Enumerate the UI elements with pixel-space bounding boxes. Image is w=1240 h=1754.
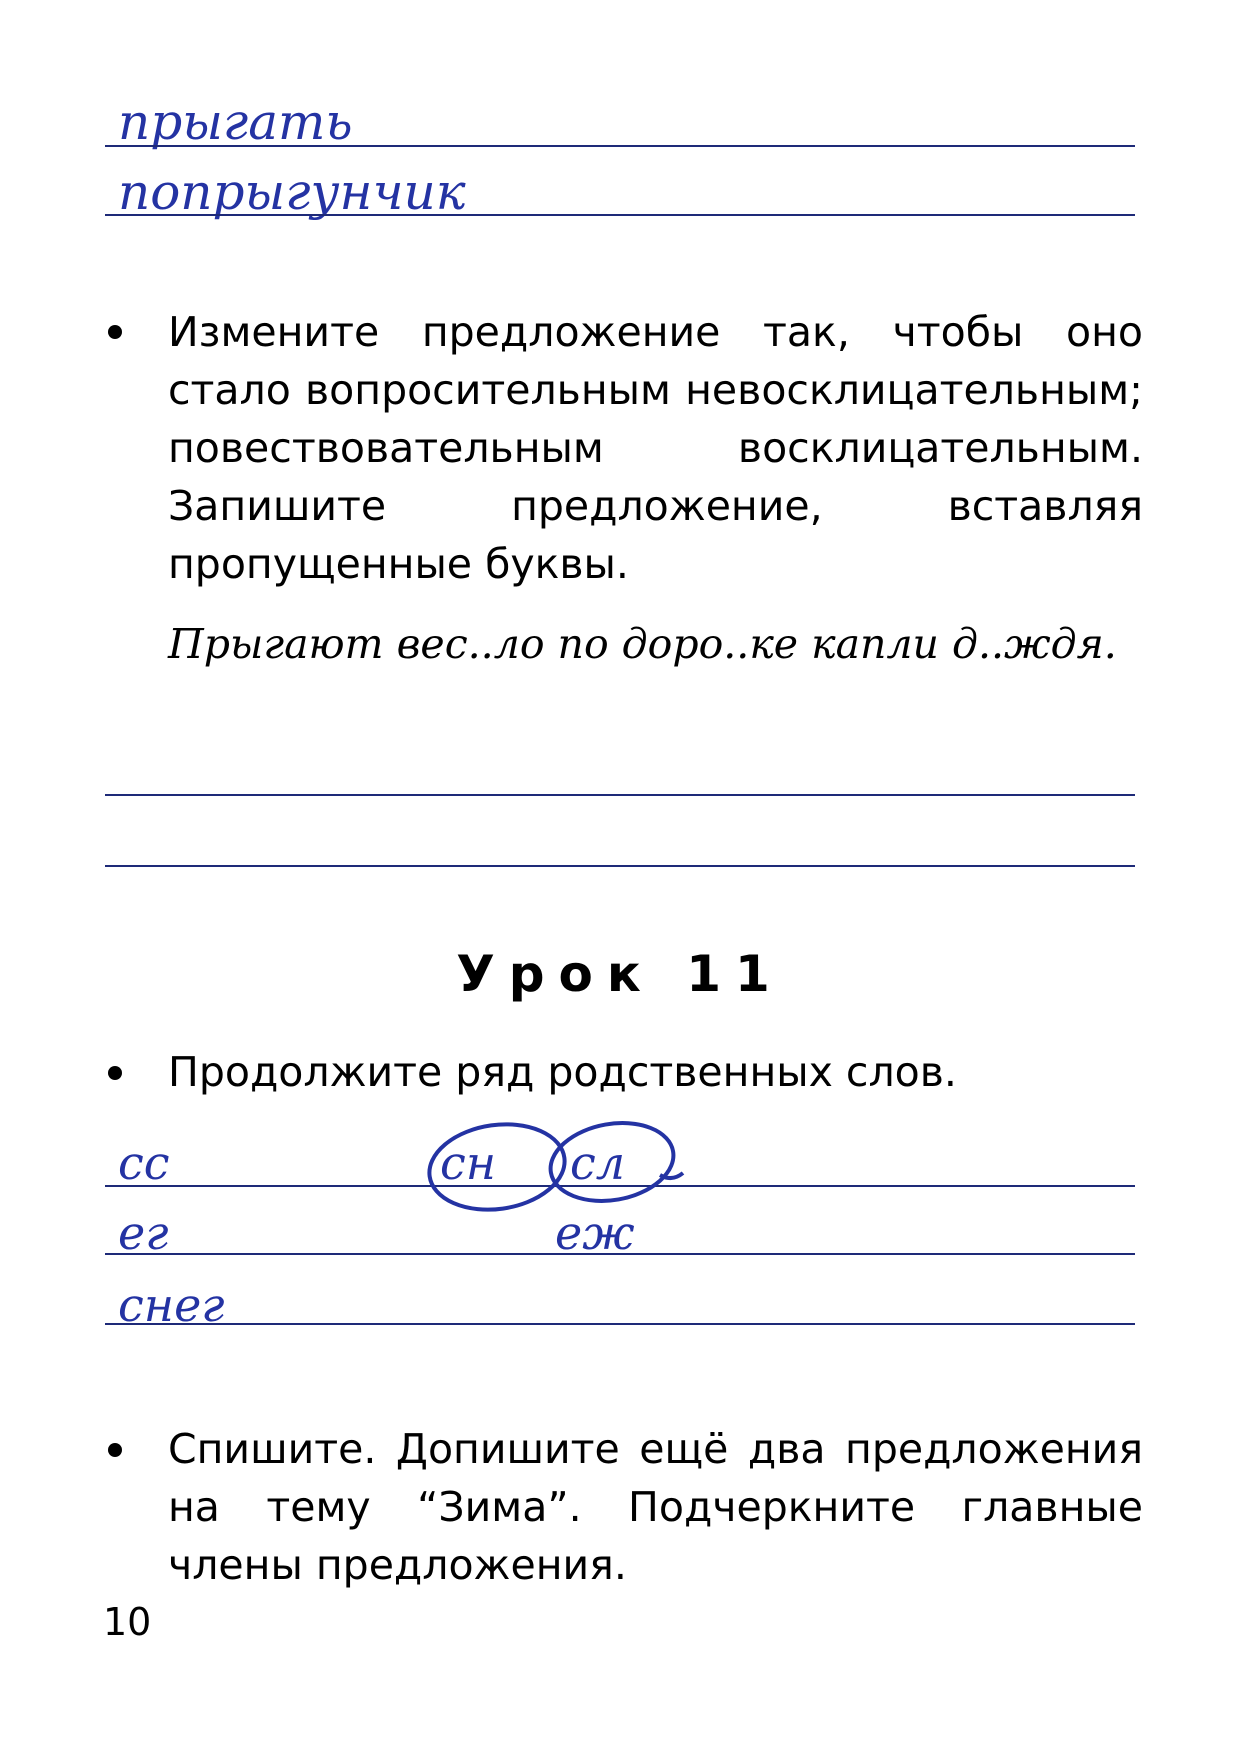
curved-mark (660, 1173, 683, 1178)
handwritten-word: снег (118, 1278, 225, 1332)
handwritten-circled-letters: сл (570, 1136, 626, 1190)
circle-mark (424, 1116, 570, 1218)
lesson-title: Урок 11 (456, 945, 784, 1003)
handwritten-word-2: попрыгунчик (118, 163, 466, 221)
task-1-example-sentence: Прыгают вес..ло по доро..ке капли д..ждя. (168, 620, 1117, 668)
handwritten-word-1: прыгать (118, 93, 353, 151)
task-3-instruction: Спишите. Допишите ещё два предложения на тему “Зима”. Подчеркните главные члены предложения. (168, 1425, 1143, 1589)
bullet-icon (108, 1443, 122, 1457)
handwritten-letters: еж (555, 1206, 635, 1260)
handwritten-circled-letters: сн (440, 1136, 497, 1190)
page-number: 10 (103, 1600, 152, 1644)
task-2-instruction: Продолжите ряд родственных слов. (168, 1048, 957, 1096)
handwritten-letters: сс (118, 1136, 170, 1190)
handwritten-letters: ег (118, 1206, 169, 1260)
task-1-instruction: Измените предложение так, чтобы оно стало вопросительным невосклицательным; повествовательным восклицательным. Запишите предложение, вставляя пропущенные буквы. (168, 308, 1143, 588)
